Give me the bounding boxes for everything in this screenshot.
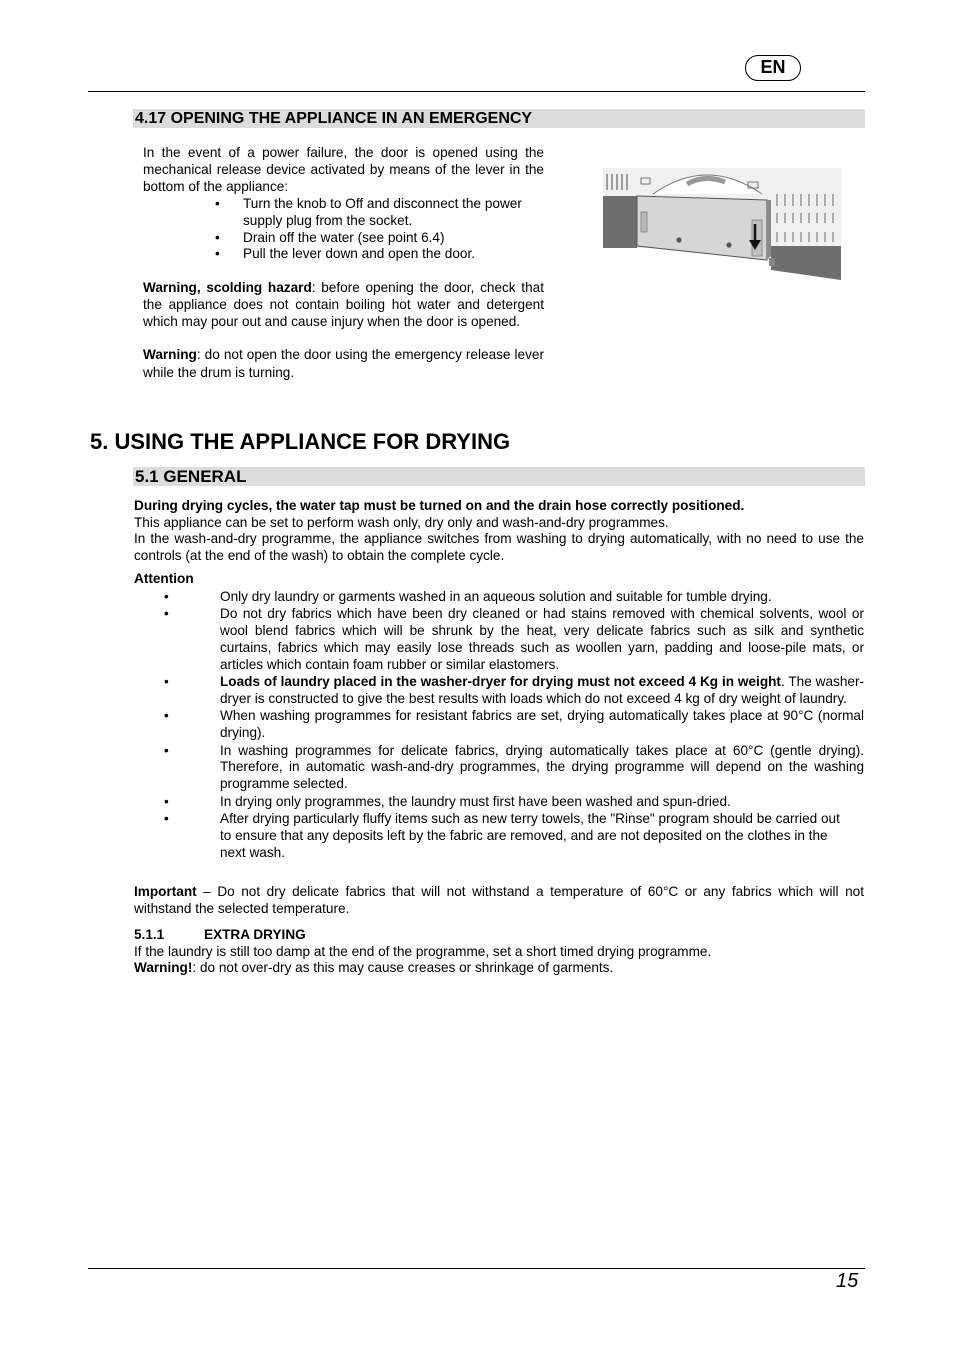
s51-line-2: This appliance can be set to perform wash only, dry only and wash-and-dry programmes. xyxy=(134,515,669,530)
list-item: • Only dry laundry or garments washed in an aqueous solution and suitable for tumble drying. xyxy=(192,589,864,606)
list-item: • Loads of laundry placed in the washer-dryer for drying must not exceed 4 Kg in weight. The washer-dryer is constructed to give the best results with loads which do not exceed 4 kg of dry weight of laundry. xyxy=(192,674,864,708)
s51-attention-list xyxy=(192,589,864,862)
s51-line-3: In the wash-and-dry programme, the appliance switches from washing to drying automatically, with no need to use the controls (at the end of the wash) to obtain the complete cycle. xyxy=(134,531,864,563)
s51-important-note xyxy=(134,884,864,918)
list-item: • Do not dry fabrics which have been dry cleaned or had stains removed with chemical solvents, wool or wool blend fabrics which will be shrunk by the heat, very delicate fabrics such as silk and synthetic curtains, fabrics which may easily lose threads such as woollen yarn, padding and loose-pile mats, or articles which contain foam rubber or similar elastomers. xyxy=(192,606,864,673)
warning-text: : do not open the door using the emergency release lever while the drum is turning. xyxy=(143,347,544,380)
important-label: Important xyxy=(134,884,197,899)
important-text: – Do not dry delicate fabrics that will not withstand a temperature of 60°C or any fabrics which will not withstand the selected temperature. xyxy=(134,884,864,916)
s511-line-1: If the laundry is still too damp at the end of the programme, set a short timed drying programme. xyxy=(134,944,712,959)
warning-label: Warning, scolding hazard xyxy=(143,280,312,295)
list-item: • Pull the lever down and open the door. xyxy=(215,246,544,263)
warning-label: Warning! xyxy=(134,960,193,975)
section-51-title: 5.1 GENERAL xyxy=(133,467,865,486)
chapter-5-title: 5. USING THE APPLIANCE FOR DRYING xyxy=(90,429,511,454)
s511-number: 5.1.1 xyxy=(134,927,165,942)
header-rule xyxy=(88,91,865,92)
s511-title: EXTRA DRYING xyxy=(204,927,306,942)
s511-warning xyxy=(134,960,864,977)
s417-warning-drum xyxy=(143,346,544,381)
appliance-lever-illustration xyxy=(597,160,843,284)
s51-bold-intro: During drying cycles, the water tap must be turned on and the drain hose correctly positioned. xyxy=(134,498,745,513)
section-417-title: 4.17 OPENING THE APPLIANCE IN AN EMERGENCY xyxy=(133,109,865,128)
s417-warning-scalding xyxy=(143,280,544,330)
list-item: • When washing programmes for resistant fabrics are set, drying automatically takes place at 90°C (normal drying). xyxy=(192,708,864,742)
warning-label: Warning xyxy=(143,347,197,362)
attention-label: Attention xyxy=(134,571,194,586)
language-badge: EN xyxy=(745,55,801,81)
warning-text: : before opening the door, check that the appliance does not contain boiling hot water and detergent which may pour out and cause injury when the door is opened. xyxy=(143,280,544,329)
s417-bullet-list xyxy=(215,196,544,263)
page-number: 15 xyxy=(836,1270,859,1292)
list-item: • After drying particularly fluffy items such as new terry towels, the "Rinse" program should be carried out to ensure that any deposits left by the fabric are removed, and are not deposited on the clothes in the next wash. xyxy=(192,811,864,861)
list-item: • In washing programmes for delicate fabrics, drying automatically takes place at 60°C (gentle drying). Therefore, in automatic wash-and-dry programmes, the drying programme will depend on the washing programme selected. xyxy=(192,743,864,793)
list-item: • In drying only programmes, the laundry must first have been washed and spun-dried. xyxy=(192,794,864,811)
list-item: • Drain off the water (see point 6.4) xyxy=(215,230,544,247)
footer-rule xyxy=(88,1268,865,1269)
list-item: • Turn the knob to Off and disconnect the power supply plug from the socket. xyxy=(215,196,544,230)
s417-intro: In the event of a power failure, the door is opened using the mechanical release device activated by means of the lever in the bottom of the appliance: xyxy=(143,145,544,194)
warning-text: : do not over-dry as this may cause creases or shrinkage of garments. xyxy=(192,960,614,975)
